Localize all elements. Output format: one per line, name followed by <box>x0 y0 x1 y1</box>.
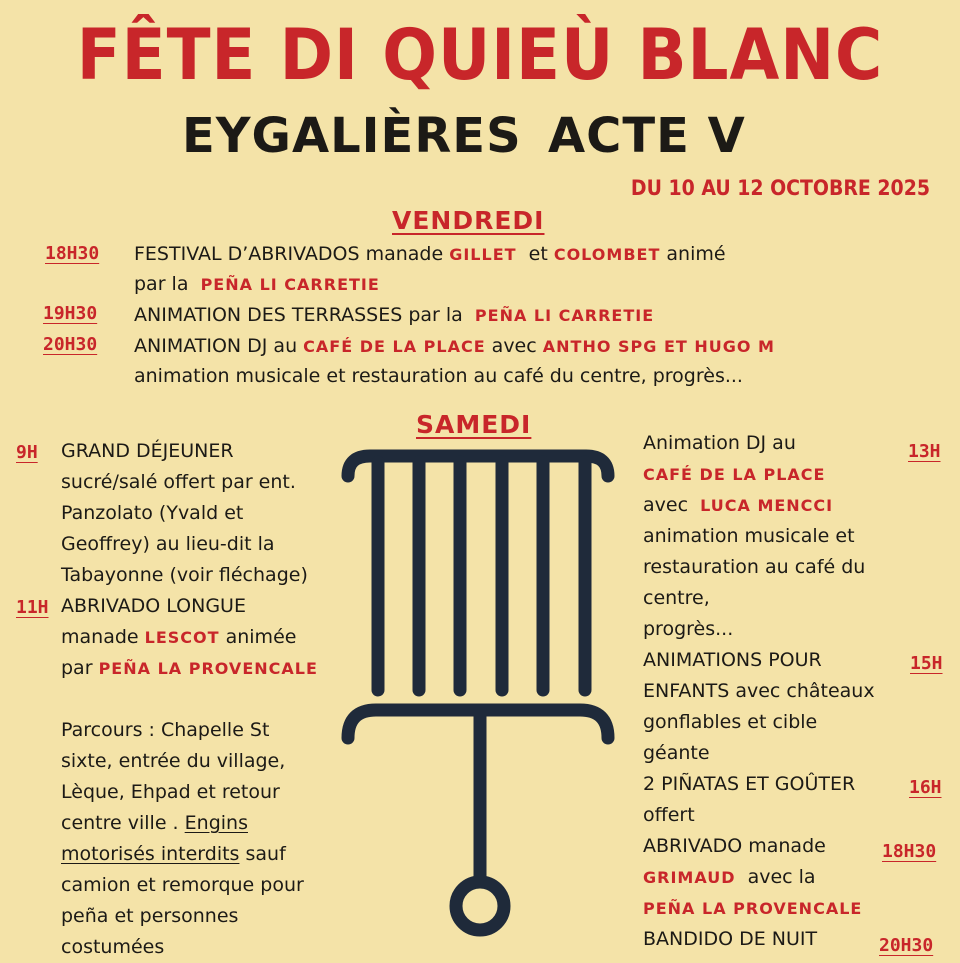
route-text: peña et personnes <box>61 905 239 927</box>
friday-time-3: 20H30 <box>43 334 98 355</box>
route-text: sauf <box>245 843 286 865</box>
saturday-time-9h: 9H <box>16 442 38 463</box>
event-text: BANDIDO DE NUIT <box>643 928 818 950</box>
event-text: ENFANTS avec châteaux <box>643 680 875 702</box>
saturday-time-20h30: 20H30 <box>879 935 934 956</box>
event-text <box>643 490 875 521</box>
dj-name: LUCA MENCCI <box>700 496 834 515</box>
event-text: FESTIVAL D’ABRIVADOS manade <box>134 243 450 265</box>
saturday-time-16h: 16H <box>909 777 942 798</box>
friday-event-1-cont <box>134 273 380 296</box>
trident-icon <box>330 448 630 938</box>
friday-event-3-cont: animation musicale et restauration au café du centre, progrès... <box>134 365 743 387</box>
route-text: Parcours : Chapelle St <box>61 719 270 741</box>
event-text: ANIMATION DJ au <box>134 335 298 357</box>
event-text: Tabayonne (voir fléchage) <box>61 564 308 586</box>
pena-name: PEÑA LA PROVENCALE <box>643 899 863 918</box>
event-text: ANIMATION DES TERRASSES par la <box>134 304 463 326</box>
event-text <box>61 622 318 653</box>
friday-event-3 <box>134 335 775 358</box>
friday-event-1 <box>134 243 726 266</box>
event-text: Animation DJ au <box>643 432 796 454</box>
friday-event-2 <box>134 304 654 327</box>
event-text: géante <box>643 742 710 764</box>
event-text: Panzolato (Yvald et <box>61 502 244 524</box>
event-text: offert <box>643 804 695 826</box>
route-text: centre ville . <box>61 812 179 834</box>
event-text: manade <box>61 626 139 648</box>
pena-name: PEÑA LI CARRETIE <box>200 275 380 294</box>
event-text: par la <box>134 273 189 295</box>
friday-time-2: 19H30 <box>43 303 98 324</box>
friday-time-1: 18H30 <box>45 243 100 264</box>
act-number: ACTE V <box>548 108 746 164</box>
saturday-time-13h: 13H <box>908 441 941 462</box>
pena-name: PEÑA LA PROVENCALE <box>98 659 318 678</box>
route-text <box>61 808 318 839</box>
event-text: et <box>528 243 548 265</box>
venue-name: CAFÉ DE LA PLACE <box>643 465 826 484</box>
event-text: avec <box>643 494 689 516</box>
event-text: ABRIVADO manade <box>643 835 826 857</box>
manade-name: GILLET <box>449 245 517 264</box>
event-text: ANIMATIONS POUR <box>643 649 822 671</box>
pena-name: PEÑA LI CARRETIE <box>474 306 655 325</box>
event-text <box>61 653 318 684</box>
event-text: progrès... <box>643 618 734 640</box>
venue-name: CAFÉ DE LA PLACE <box>303 337 486 356</box>
event-text: avec <box>491 335 537 357</box>
route-text: sixte, entrée du village, <box>61 750 286 772</box>
saturday-time-15h: 15H <box>910 653 943 674</box>
route-text: camion et remorque pour <box>61 874 304 896</box>
event-text: avec la <box>747 866 816 888</box>
saturday-heading: SAMEDI <box>416 410 532 439</box>
event-text: restauration au café du <box>643 556 866 578</box>
event-text: gonflables et cible <box>643 711 818 733</box>
town-name: EYGALIÈRES <box>182 108 522 164</box>
event-text: centre, <box>643 587 710 609</box>
manade-name: COLOMBET <box>553 245 661 264</box>
manade-name: GRIMAUD <box>643 868 736 887</box>
event-text: Geoffrey) au lieu-dit la <box>61 533 275 555</box>
saturday-time-18h30: 18H30 <box>882 841 937 862</box>
poster-title: FÊTE DI QUIEÙ BLANC <box>76 14 884 96</box>
event-text: ABRIVADO LONGUE <box>61 595 246 617</box>
event-text <box>643 862 875 893</box>
event-text: GRAND DÉJEUNER <box>61 440 234 462</box>
event-dates: DU 10 AU 12 OCTOBRE 2025 <box>630 176 930 200</box>
saturday-time-11h: 11H <box>16 597 49 618</box>
event-text: par <box>61 657 93 679</box>
route-text <box>61 839 318 870</box>
event-text: animée <box>225 626 297 648</box>
event-text: animé <box>666 243 726 265</box>
event-text: 2 PIÑATAS ET GOÛTER <box>643 773 856 795</box>
event-text: sucré/salé offert par ent. <box>61 471 296 493</box>
friday-heading: VENDREDI <box>392 206 545 235</box>
warning-text: motorisés interdits <box>61 843 240 865</box>
warning-text: Engins <box>184 812 248 834</box>
manade-name: LESCOT <box>144 628 220 647</box>
saturday-left-column <box>61 436 318 963</box>
saturday-right-column <box>643 428 875 955</box>
event-text: animation musicale et <box>643 525 855 547</box>
dj-names: ANTHO SPG ET HUGO M <box>542 337 775 356</box>
route-text: Lèque, Ehpad et retour <box>61 781 280 803</box>
route-text: costumées <box>61 936 165 958</box>
